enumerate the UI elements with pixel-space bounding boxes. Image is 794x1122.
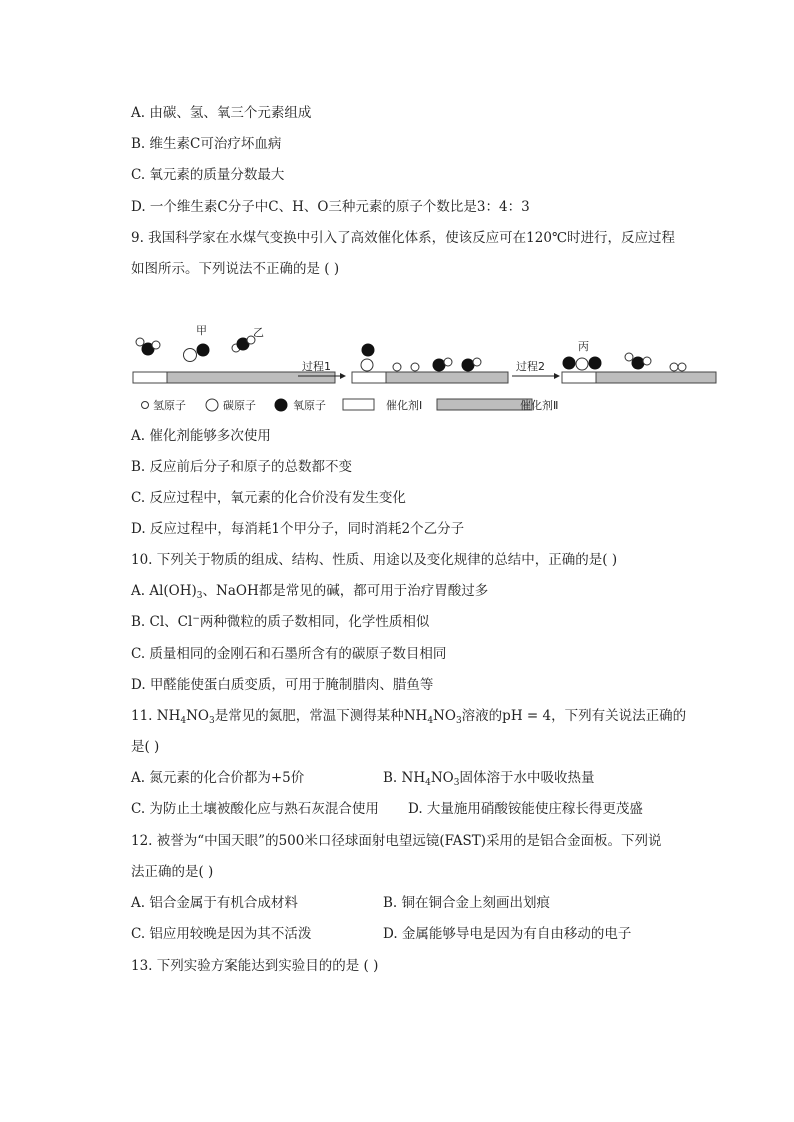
q12-stem-line2: 法正确的是( ) bbox=[131, 864, 214, 880]
q8-option-a: A. 由碳、氢、氧三个元素组成 bbox=[131, 105, 312, 121]
oxygen-atom-icon bbox=[563, 357, 576, 370]
hydrogen-atom-icon bbox=[670, 363, 678, 371]
q9-stem-line1: 9. 我国科学家在水煤气变换中引入了高效催化体系，使该反应可在120℃时进行，反应过程 bbox=[131, 230, 676, 246]
stage1-molecules bbox=[136, 336, 255, 362]
q8-option-c: C. 氧元素的质量分数最大 bbox=[131, 167, 285, 183]
hydrogen-legend-icon bbox=[142, 402, 149, 409]
q10-option-b: B. Cl、Cl−两种微粒的质子数相同，化学性质相似 bbox=[131, 614, 430, 630]
q10-stem: 10. 下列关于物质的组成、结构、性质、用途以及变化规律的总结中，正确的是( ) bbox=[131, 552, 618, 568]
q10-option-a: A. $Al(OH)_3$、NaOH都是常见的碱，都可用于治疗胃酸过多 bbox=[131, 583, 489, 601]
q9-stem-line2: 如图所示。下列说法不正确的是 ( ) bbox=[131, 261, 340, 277]
hydrogen-atom-icon bbox=[444, 358, 452, 366]
carbon-legend-icon bbox=[206, 399, 218, 411]
q12-option-d: D. 金属能够导电是因为有自由移动的电子 bbox=[383, 926, 632, 942]
oxygen-atom-icon bbox=[433, 359, 446, 372]
q9-option-d: D. 反应过程中，每消耗1个甲分子，同时消耗2个乙分子 bbox=[131, 521, 465, 537]
q9-option-b: B. 反应前后分子和原子的总数都不变 bbox=[131, 459, 353, 475]
arrow-label-process2: 过程2 bbox=[516, 360, 545, 373]
carbon-atom-icon bbox=[576, 358, 588, 370]
legend-carbon: 碳原子 bbox=[223, 399, 256, 412]
q13-stem: 13. 下列实验方案能达到实验目的的是 ( ) bbox=[131, 958, 379, 974]
hydrogen-atom-icon bbox=[411, 363, 419, 371]
catalyst-1-block bbox=[352, 372, 386, 383]
arrow-label-process1: 过程1 bbox=[302, 360, 331, 373]
hydrogen-atom-icon bbox=[473, 358, 481, 366]
hydrogen-atom-icon bbox=[625, 353, 633, 361]
q11-stem-line1: 11. $NH_4NO_3$是常见的氮肥，常温下测得某种$NH_4NO_3$溶液的pH = 4，下列有关说法正确的 bbox=[131, 708, 687, 726]
q12-option-a: A. 铝合金属于有机合成材料 bbox=[131, 895, 298, 911]
label-yi: 乙 bbox=[253, 326, 264, 339]
legend-hydrogen: 氢原子 bbox=[153, 399, 186, 412]
catalyst-1-block bbox=[133, 372, 167, 383]
q9-option-a: A. 催化剂能够多次使用 bbox=[131, 428, 271, 444]
stage3-molecules bbox=[563, 353, 687, 371]
q9-option-c: C. 反应过程中，氧元素的化合价没有发生变化 bbox=[131, 490, 406, 506]
legend-catalyst-2: 催化剂Ⅱ bbox=[520, 399, 559, 412]
q11-option-a: A. 氮元素的化合价都为+5价 bbox=[131, 770, 305, 786]
label-jia: 甲 bbox=[196, 324, 207, 337]
catalyst-1-legend-icon bbox=[343, 399, 374, 410]
hydrogen-atom-icon bbox=[393, 363, 401, 371]
reaction-process-diagram bbox=[130, 318, 730, 416]
oxygen-atom-icon bbox=[462, 359, 475, 372]
figure-legend bbox=[142, 398, 559, 412]
catalyst-1-block bbox=[562, 372, 596, 383]
q12-option-b: B. 铜在铜合金上刻画出划痕 bbox=[383, 895, 551, 911]
q11-option-c: C. 为防止土壤被酸化应与熟石灰混合使用 bbox=[131, 801, 379, 817]
q12-option-c: C. 铝应用较晚是因为其不活泼 bbox=[131, 926, 312, 942]
legend-catalyst-1: 催化剂Ⅰ bbox=[386, 399, 423, 412]
hydrogen-atom-icon bbox=[152, 341, 160, 349]
arrowhead-icon bbox=[340, 373, 346, 379]
q11-option-b: B. $NH_4NO_3$固体溶于水中吸收热量 bbox=[383, 770, 595, 788]
carbon-atom-icon bbox=[361, 359, 373, 371]
q11-option-d: D. 大量施用硝酸铵能使庄稼长得更茂盛 bbox=[408, 801, 643, 817]
hydrogen-atom-icon bbox=[136, 338, 144, 346]
catalyst-2-block bbox=[596, 372, 716, 383]
label-bing: 丙 bbox=[578, 340, 589, 353]
oxygen-atom-icon bbox=[632, 357, 645, 370]
hydrogen-atom-icon bbox=[643, 357, 651, 365]
oxygen-legend-icon bbox=[275, 399, 288, 412]
q8-option-d: D. 一个维生素C分子中C、H、O三种元素的原子个数比是3：4：3 bbox=[131, 199, 530, 215]
q10-option-d: D. 甲醛能使蛋白质变质，可用于腌制腊肉、腊鱼等 bbox=[131, 677, 434, 693]
legend-oxygen: 氧原子 bbox=[293, 399, 326, 412]
stage2-molecules bbox=[361, 344, 481, 372]
oxygen-atom-icon bbox=[589, 357, 602, 370]
q8-option-b: B. 维生素C可治疗坏血病 bbox=[131, 136, 282, 152]
oxygen-atom-icon bbox=[362, 344, 375, 357]
q12-stem-line1: 12. 被誉为“中国天眼”的500米口径球面射电望远镜(FAST)采用的是铝合金面板。下列说 bbox=[131, 833, 662, 849]
arrowhead-icon bbox=[554, 373, 560, 379]
hydrogen-atom-icon bbox=[678, 363, 686, 371]
q10-option-c: C. 质量相同的金刚石和石墨所含有的碳原子数目相同 bbox=[131, 646, 447, 662]
q11-stem-line2: 是( ) bbox=[131, 739, 160, 755]
catalyst-2-block bbox=[386, 372, 508, 383]
catalyst-2-legend-icon bbox=[437, 399, 532, 410]
oxygen-atom-icon bbox=[197, 344, 210, 357]
carbon-atom-icon bbox=[184, 349, 197, 362]
catalyst-2-block bbox=[167, 372, 335, 383]
